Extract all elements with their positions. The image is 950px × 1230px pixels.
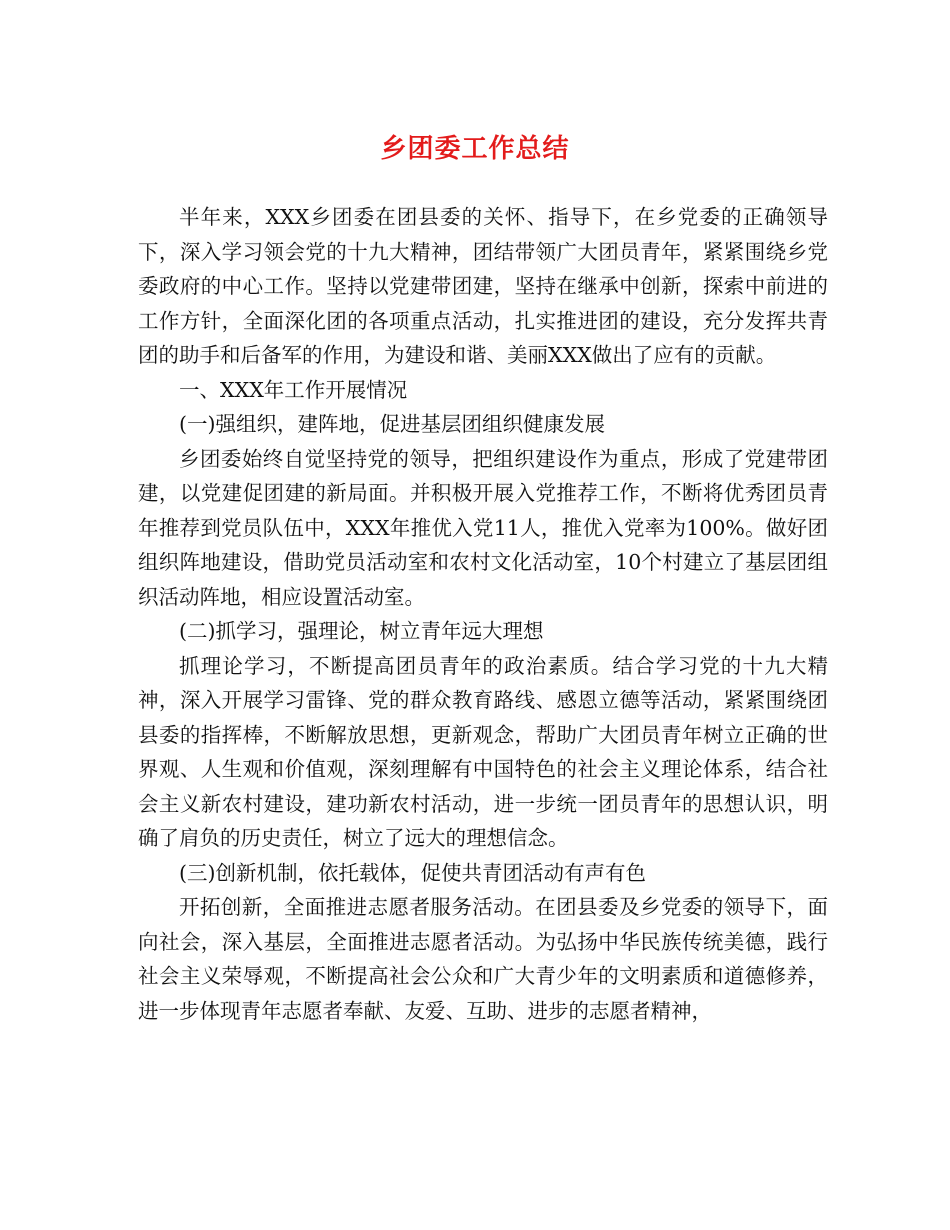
paragraph-intro: 半年来，XXX乡团委在团县委的关怀、指导下，在乡党委的正确领导下，深入学习领会党的十九大精神，团结带领广大团员青年，紧紧围绕乡党委政府的中心工作。坚持以党建带团建，坚持在继承中创新，探索中前进的工作方针，全面深化团的各项重点活动，扎实推进团的建设，充分发挥共青团的助手和后备军的作用，为建设和谐、美丽XXX做出了应有的贡献。 [138, 205, 828, 367]
subsection-heading-3: (三)创新机制，依托载体，促使共青团活动有声有色 [179, 860, 646, 885]
paragraph-organization: 乡团委始终自觉坚持党的领导，把组织建设作为重点，形成了党建带团建，以党建促团建的新局面。并积极开展入党推荐工作，不断将优秀团员青年推荐到党员队伍中，XXX年推优入党11人，推优入党率为100%。做好团组织阵地建设，借助党员活动室和农村文化活动室，10个村建立了基层团组织活动阵地，相应设置活动室。 [138, 446, 828, 609]
document-body [138, 200, 828, 1028]
document-title: 乡团委工作总结 [380, 134, 570, 164]
subsection-heading-2: (二)抓学习，强理论，树立青年远大理想 [179, 619, 544, 643]
section-heading-1: 一、XXX年工作开展情况 [179, 377, 408, 402]
subsection-heading-1: (一)强组织，建阵地，促进基层团组织健康发展 [179, 412, 605, 436]
paragraph-study: 抓理论学习，不断提高团员青年的政治素质。结合学习党的十九大精神，深入开展学习雷锋、党的群众教育路线、感恩立德等活动，紧紧围绕团县委的指挥棒，不断解放思想，更新观念，帮助广大团员青年树立正确的世界观、人生观和价值观，深刻理解有中国特色的社会主义理论体系，结合社会主义新农村建设，建功新农村活动，进一步统一团员青年的思想认识，明确了肩负的历史责任，树立了远大的理想信念。 [138, 653, 828, 850]
paragraph-volunteer: 开拓创新，全面推进志愿者服务活动。在团县委及乡党委的领导下，面向社会，深入基层，全面推进志愿者活动。为弘扬中华民族传统美德，践行社会主义荣辱观，不断提高社会公众和广大青少年的文明素质和道德修养，进一步体现青年志愿者奉献、友爱、互助、进步的志愿者精神， [138, 895, 828, 1023]
